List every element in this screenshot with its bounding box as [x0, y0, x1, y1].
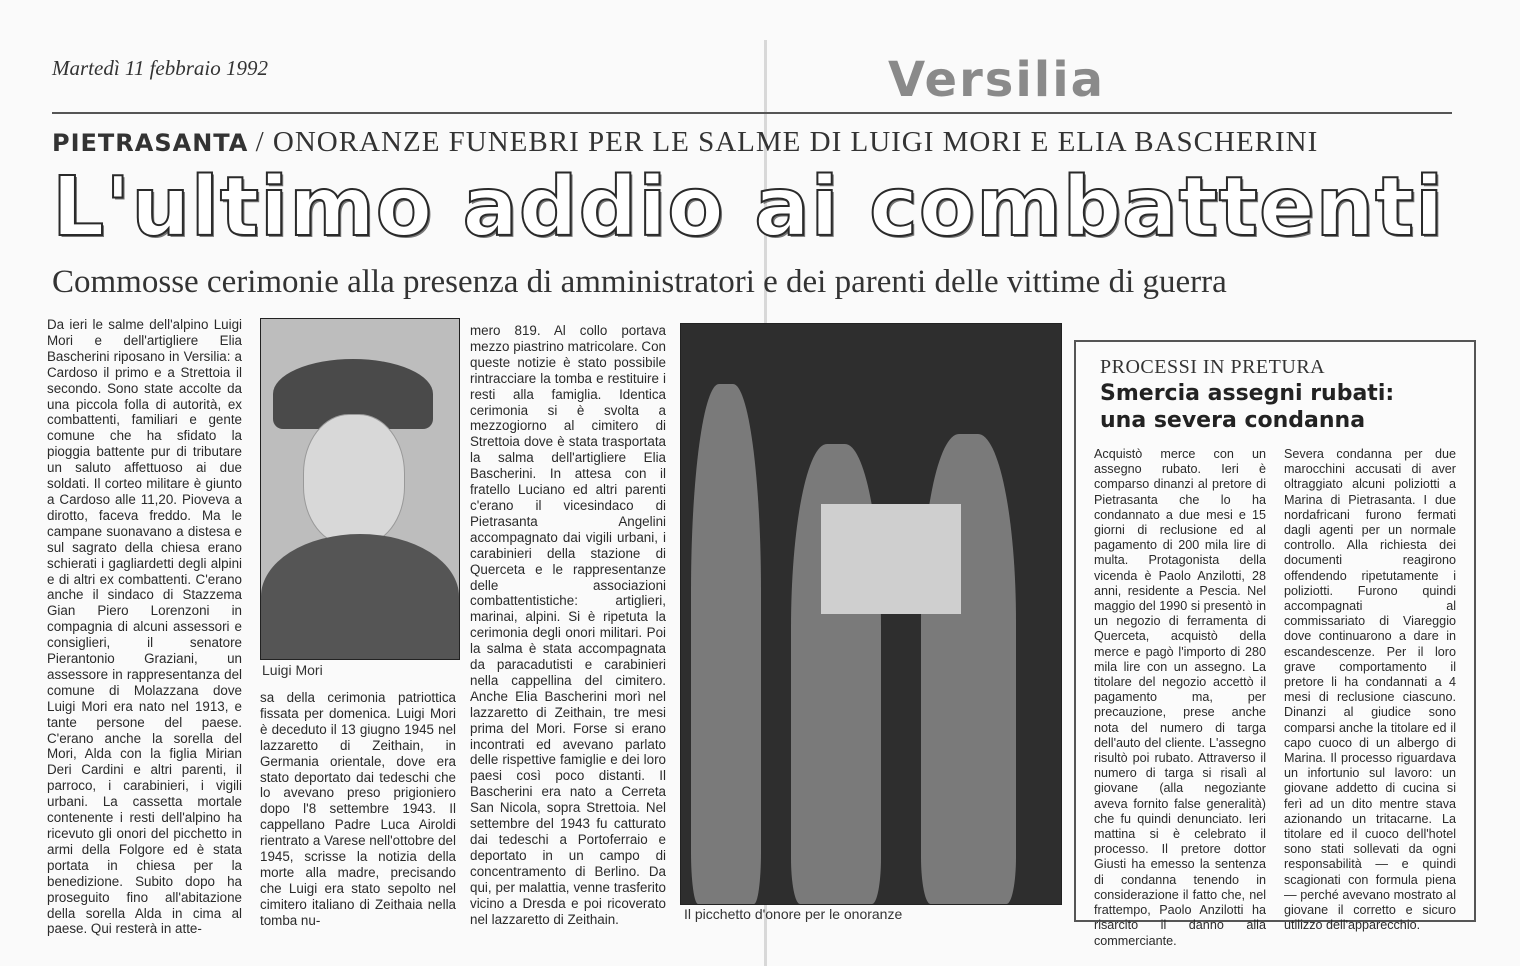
photo-banner [821, 504, 961, 614]
kicker-place: PIETRASANTA [52, 129, 249, 157]
article-kicker [52, 126, 1318, 159]
article-headline: L'ultimo addio ai combattenti [52, 160, 1445, 255]
sidebar-column-2-text: Severa condanna per due marocchini accusati di aver oltraggiato alcuni poliziotti a Marina di Pietrasanta. I due nordafricani furono fermati dagli agenti per un normale controllo. Alla richiesta dei documenti reagirono offendendo ripetutamente i poliziotti. Furono quindi accompagnati al commissariato di Viareggio dove continuarono a dare in escandescenze. Per il loro grave comportamento il pretore li ha condannati a 4 mesi di reclusione ciascuno. Dinanzi al giudice sono comparsi anche la titolare ed il capo cuoco di un albergo di Marina. Il processo riguardava un infortunio sul lavoro: un giovane addetto di cucina si ferì ad un dito mentre stava azionando un tritacarne. La titolare ed il cuoco dell'hotel sono stati sollevati da ogni responsabilità — e quindi scagionati con formula piena — perché avevano mostrato al giovane il corretto e sicuro utilizzo dell'apparecchio. [1284, 447, 1456, 933]
photo-caption: Il picchetto d'onore per le onoranze [684, 906, 903, 922]
article-column-3 [470, 323, 666, 933]
article-column-2-text: sa della cerimonia patriottica fissata per domenica. Luigi Mori è deceduto il 13 giugno 1945 nel lazzaretto di Zeithain, in Germania orientale, dove era stato deportato dai tedeschi che lo avevano preso prigioniero dopo l'8 settembre 1943. Il cappellano Padre Luca Airoldi rientrato a Varese nell'ottobre del 1945, scrisse la notizia della morte alla madre, precisando che Luigi era stato sepolto nel cimitero italiano di Zeithaia nella tomba nu- [260, 690, 456, 928]
portrait-caption: Luigi Mori [262, 662, 323, 678]
article-column-1-text: Da ieri le salme dell'alpino Luigi Mori e dell'artigliere Elia Bascherini riposano in Versilia: a Cardoso il primo e a Strettoia il secondo. Sono state accolte da una piccola folla di autorità, ex combattenti, familiari e gente comune che ha sfidato la pioggia battente pur di tributare un saluto affettuoso ai due soldati. Il corteo militare è giunto a Cardoso alle 11,20. Pioveva a dirotto, faceva freddo. Ma le campane suonavano a distesa e sul sagrato della chiesa erano schierati i gagliardetti degli alpini e di altri ex combattenti. C'erano anche il sindaco di Stazzema Gian Piero Lorenzoni in compagnia di alcuni assessori e consiglieri, il senatore Pierantonio Graziani, un assessore in rappresentanza del comune di Molazzana dove Luigi Mori era nato nel 1913, e tante persone del paese. C'erano anche la sorella del Mori, Alda con la figlia Mirian Deri Cardini e altri parenti, il parroco, i carabinieri, i vigili urbani. La cassetta mortale contenente i resti dell'alpino ha ricevuto gli onori del picchetto in armi della Folgore ed è stata portata in chiesa per la benedizione. Subito dopo ha proseguito fino all'abitazione della sorella Alda in cima al paese. Qui resterà in atte- [47, 317, 242, 937]
sidebar-column-1 [1094, 447, 1266, 948]
section-title: Versilia [888, 52, 1106, 108]
portrait-coat [261, 534, 459, 659]
photo-figure [691, 384, 761, 904]
article-column-3-text: mero 819. Al collo portava mezzo piastrino matricolare. Con queste notizie è stato possibile rintracciare la tomba e restituire i resti alla famiglia. Identica cerimonia si è svolta a mezzogiorno al cimitero di Strettoia dove è stata trasportata la salma dell'artigliere Elia Bascherini. In attesa con il fratello Luciano ed altri parenti c'erano il vicesindaco di Pietrasanta Angelini accompagnato dai vigili urbani, i carabinieri della stazione di Querceta e le rappresentanze delle associazioni combattentistiche: artiglieri, marinai, alpini. Si è ripetuta la cerimonia degli onori militari. Poi la salma è stata accompagnata da paracadutisti e carabinieri nella cappellina del cimitero. Anche Elia Bascherini morì nel lazzaretto di Zeithain, tre mesi prima del Mori. Forse si erano incontrati ed avevano parlato delle rispettive famiglie e dei loro paesi così poco distanti. Il Bascherini era nato a Cerreta San Nicola, sopra Strettoia. Nel settembre del 1943 fu catturato dai tedeschi a Portoferraio e deportato in un campo di concentramento di Berlino. Da qui, per malattia, venne trasferito vicino a Dresda e poi ricoverato nel lazzaretto di Zeithain. [470, 323, 666, 927]
article-column-1 [47, 317, 242, 962]
portrait-face [303, 414, 405, 546]
sidebar-column-2 [1284, 447, 1456, 933]
article-subhead: Commosse cerimonie alla presenza di amministratori e dei parenti delle vittime di guerra [52, 264, 1227, 300]
sidebar-title: Smercia assegni rubati: una severa condanna [1100, 381, 1395, 433]
issue-date: Martedì 11 febbraio 1992 [52, 56, 269, 80]
sidebar-kicker: PROCESSI IN PRETURA [1100, 356, 1326, 378]
kicker-text: / ONORANZE FUNEBRI PER LE SALME DI LUIGI MORI E ELIA BASCHERINI [255, 126, 1319, 158]
sidebar-column-1-text: Acquistò merce con un assegno rubato. Ieri è comparso dinanzi al pretore di Pietrasanta che lo ha condannato a due mesi e 15 giorni di reclusione ed al pagamento di 200 mila lire di multa. Protagonista della vicenda è Paolo Anzilotti, 28 anni, residente a Pescia. Nel maggio del 1990 si presentò in un negozio di ferramenta di Querceta, acquistò della merce e pagò l'importo di 280 mila lire con un assegno. La titolare del negozio accettò il pagamento ma, per precauzione, prese anche nota del numero di targa dell'auto del cliente. L'assegno risultò poi rubato. Attraverso il numero di targa si risalì al giovane (alla negoziante aveva fornito false generalità) che fu quindi denunciato. Ieri mattina si è celebrato il processo. Il pretore dottor Giusti ha emesso la sentenza di condanna tenendo in considerazione il fatto che, nel frattempo, Paolo Anzilotti ha risarcito il danno alla commerciante. [1094, 447, 1266, 948]
article-column-2 [260, 690, 456, 940]
portrait-photo [260, 318, 460, 660]
top-rule [52, 112, 1452, 114]
ceremony-photo [680, 323, 1062, 905]
